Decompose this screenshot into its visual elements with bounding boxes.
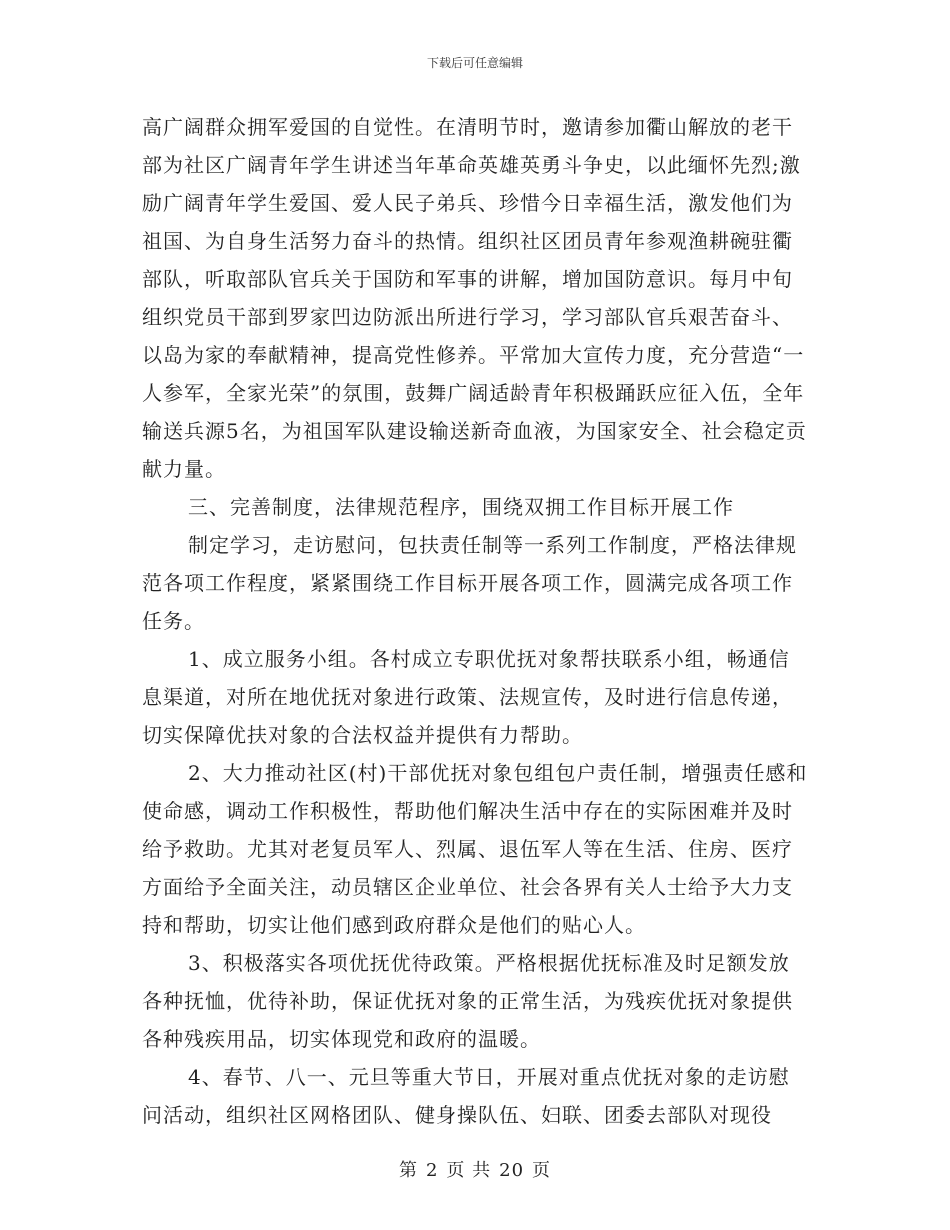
footer-prefix: 第 (398, 1160, 418, 1181)
list-item-2: 2、大力推动社区(村)干部优抚对象包组包户责任制，增强责任感和使命感，调动工作积极性，帮助他们解决生活中存在的实际困难并及时给予救助。尤其对老复员军人、烈属、退伍军人等在生活、住房、医疗方面给予全面关注，动员辖区企业单位、社会各界有关人士给予大力支持和帮助，切实让他们感到政府群众是他们的贴心人。 (142, 761, 808, 937)
page-number-footer (0, 1156, 950, 1182)
document-body (142, 108, 810, 1134)
footer-middle: 页 共 (446, 1160, 492, 1181)
footer-page-number: 2 (425, 1160, 439, 1181)
section-heading: 三、完善制度，法律规范程序，围绕双拥工作目标开展工作 (188, 495, 734, 519)
page-header-note: 下载后可任意编辑 (426, 56, 523, 70)
footer-suffix: 页 (532, 1160, 552, 1181)
body-paragraph: 制定学习，走访慰问，包扶责任制等一系列工作制度，严格法律规范各项工作程度，紧紧围绕工作目标开展各项工作，圆满完成各项工作任务。 (142, 533, 797, 633)
list-item-4: 4、春节、八一、元旦等重大节日，开展对重点优抚对象的走访慰问活动，组织社区网格团队、健身操队伍、妇联、团委去部队对现役 (142, 1065, 790, 1127)
footer-total-pages: 20 (499, 1160, 525, 1181)
list-item-1: 1、成立服务小组。各村成立专职优抚对象帮扶联系小组，畅通信息渠道，对所在地优抚对象进行政策、法规宣传，及时进行信息传递，切实保障优扶对象的合法权益并提供有力帮助。 (142, 647, 793, 747)
list-item-3: 3、积极落实各项优抚优待政策。严格根据优抚标准及时足额发放各种抚恤，优待补助，保证优抚对象的正常生活，为残疾优抚对象提供各种残疾用品，切实体现党和政府的温暖。 (142, 951, 793, 1051)
body-paragraph: 高广阔群众拥军爱国的自觉性。在清明节时，邀请参加衢山解放的老干部为社区广阔青年学生讲述当年革命英雄英勇斗争史，以此缅怀先烈;激励广阔青年学生爱国、爱人民子弟兵、珍惜今日幸福生活，激发他们为祖国、为自身生活努力奋斗的热情。组织社区团员青年参观渔耕碗驻衢部队，听取部队官兵关于国防和军事的讲解，增加国防意识。每月中旬组织党员干部到罗家凹边防派出所进行学习，学习部队官兵艰苦奋斗、以岛为家的奉献精神，提高党性修养。平常加大宣传力度，充分营造“一人参军，全家光荣”的氛围，鼓舞广阔适龄青年积极踊跃应征入伍，全年输送兵源5名，为祖国军队建设输送新奇血液，为国家安全、社会稳定贡献力量。 (142, 115, 807, 481)
